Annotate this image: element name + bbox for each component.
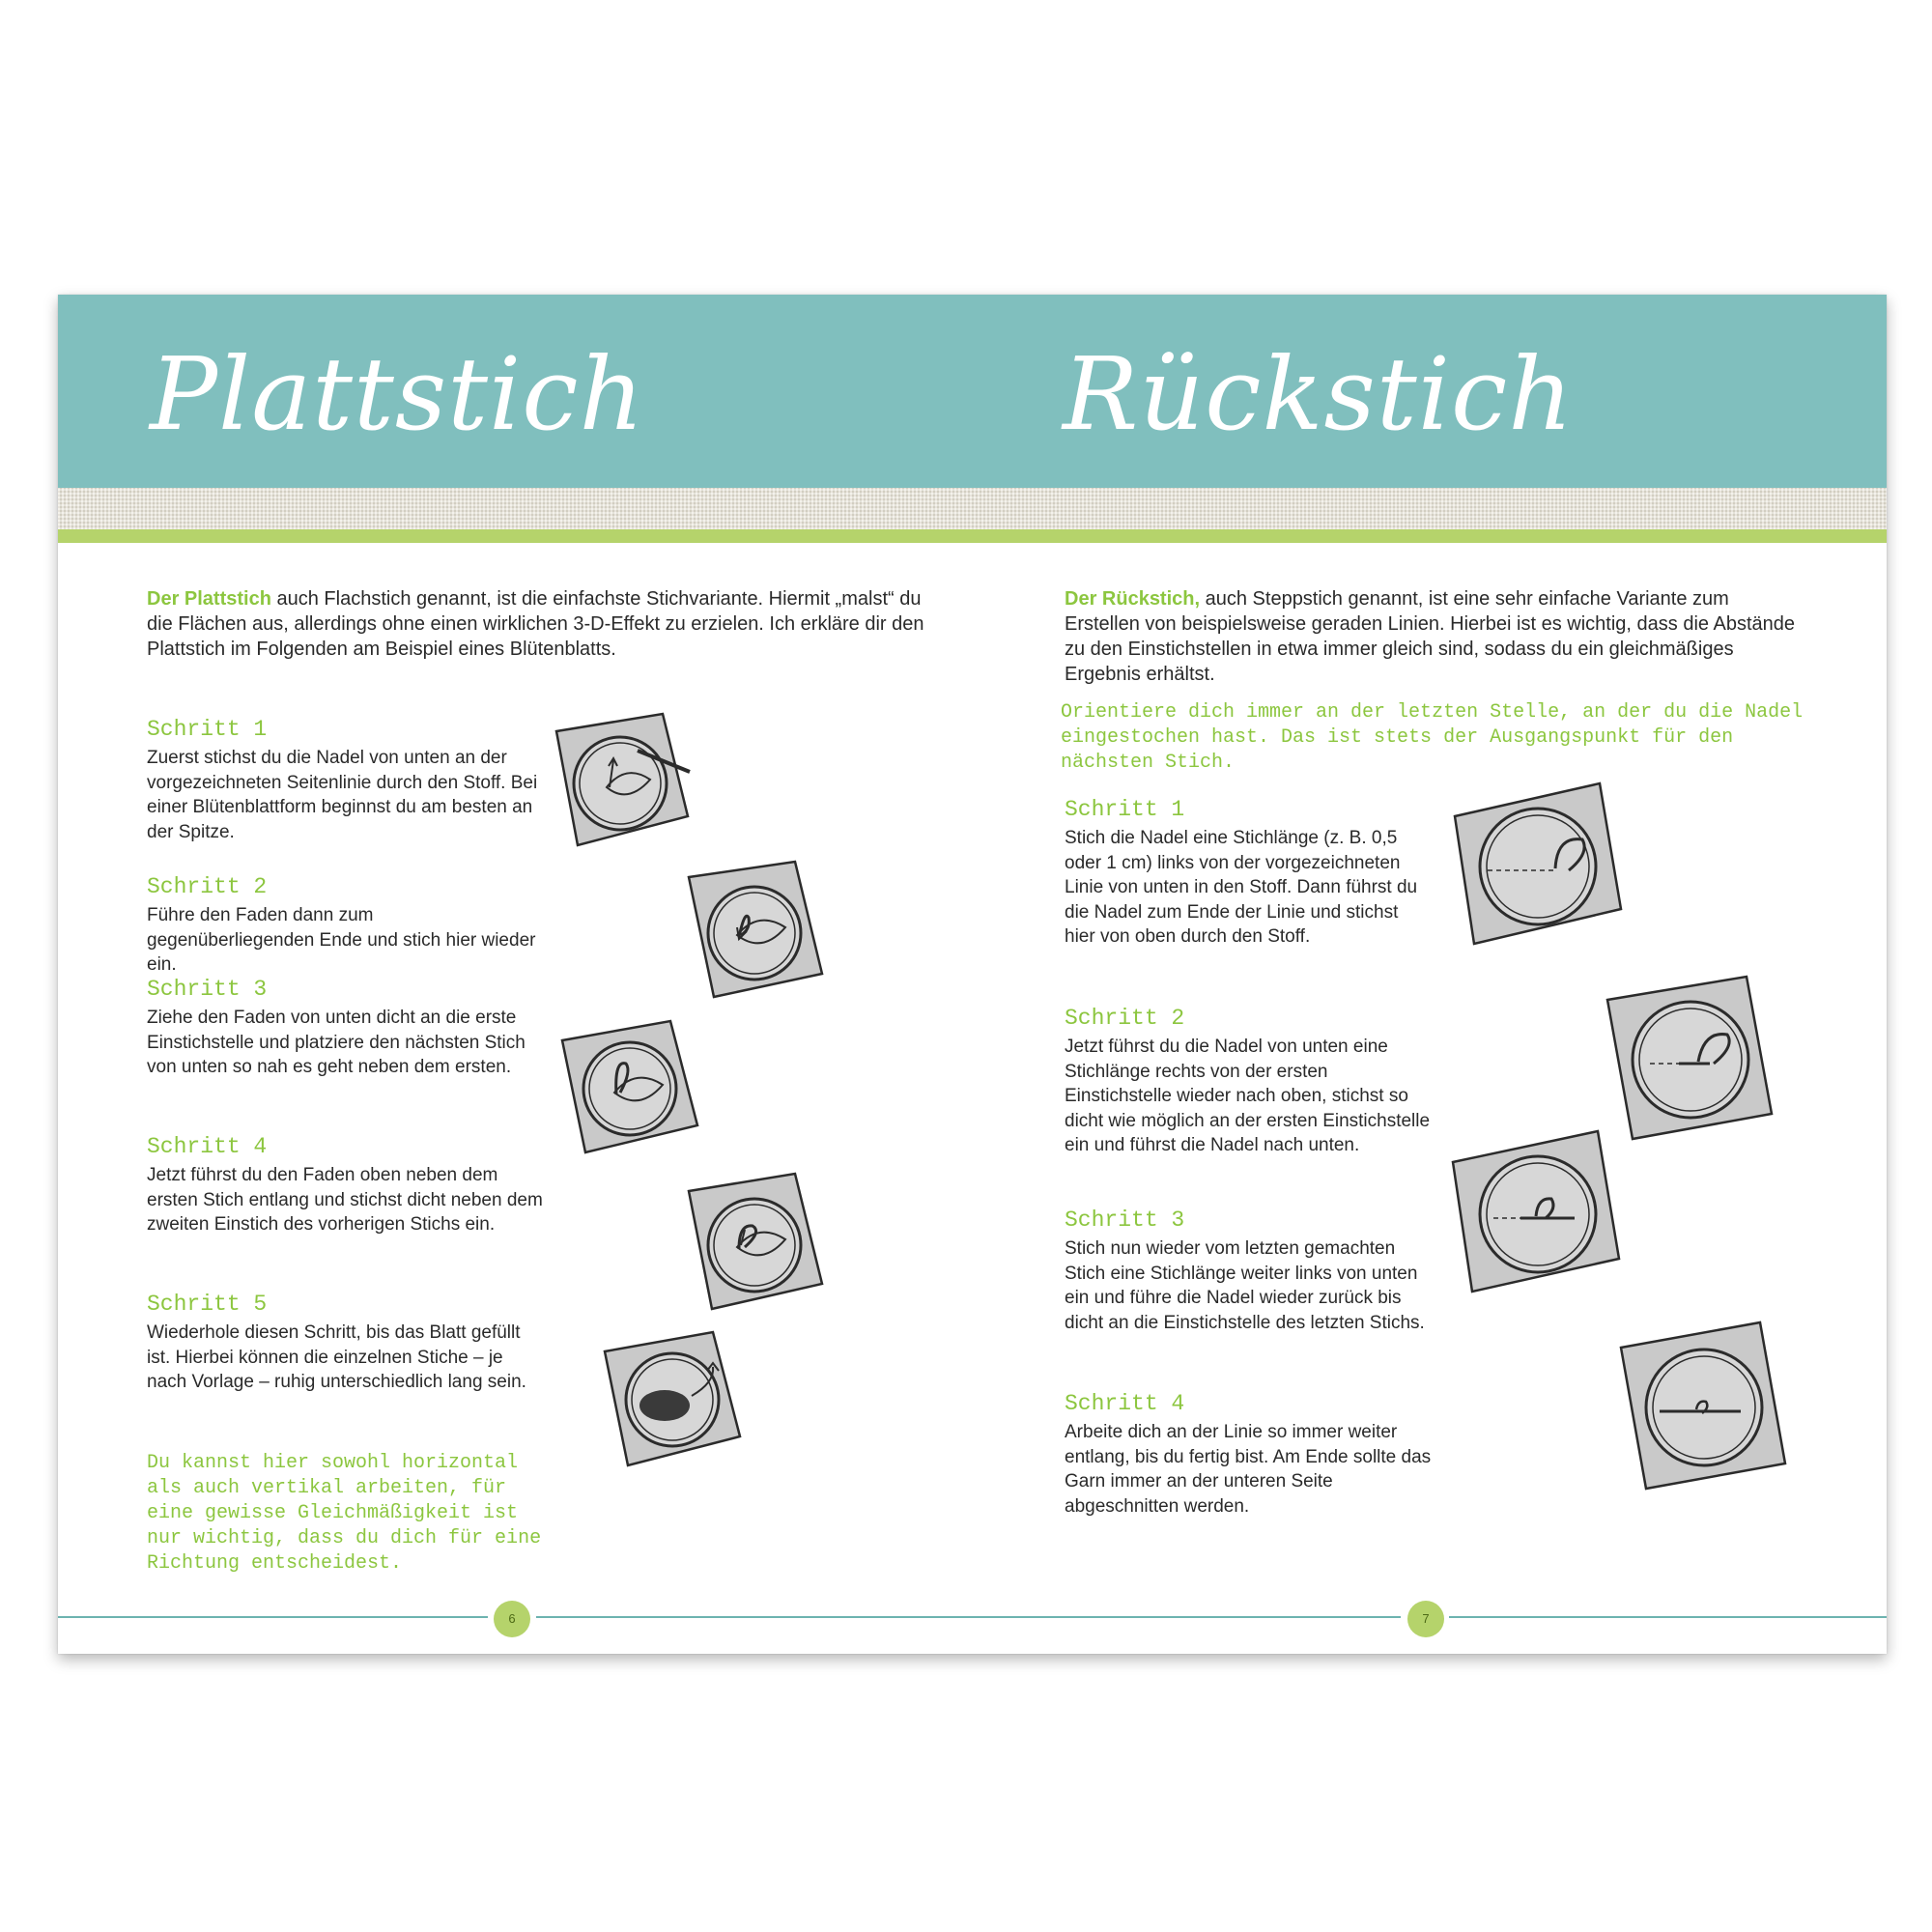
right-step-1-heading: Schritt 1	[1065, 797, 1185, 822]
page-title-right: Rückstich	[1063, 335, 1575, 453]
rueckstich-step-3-illustration	[1449, 1125, 1623, 1299]
header-band	[58, 295, 1887, 488]
footer-line-middle	[536, 1616, 1401, 1618]
right-note	[1061, 700, 1814, 776]
left-step-5	[147, 1292, 543, 1395]
left-step-3-text: Ziehe den Faden von unten dicht an die erste Einstichstelle und platziere den nächsten Stich von unten so nah es geht neben dem ersten.	[147, 1008, 526, 1077]
left-step-1-text: Zuerst stichst du die Nadel von unten an der vorgezeichneten Seitenlinie durch den Stoff. Bei einer Blütenblattform beginnst du am besten an der Spitze.	[147, 748, 538, 842]
right-step-2-text: Jetzt führst du die Nadel von unten eine Stichlänge rechts von der ersten Einstichstelle wieder nach oben, stichst so dicht wie möglich an der ersten Einstichstelle ein und führst die Nadel nach unten.	[1065, 1037, 1431, 1155]
left-step-3-heading: Schritt 3	[147, 977, 268, 1002]
right-intro-text: auch Steppstich genannt, ist eine sehr einfache Variante zum Erstellen von beispielsweise geraden Linien. Hierbei ist es wichtig, dass die Abstände zu den Einstichstellen in etwa immer gleich sind, sodass du ein gleichmäßiges Ergebnis erhältst.	[1065, 588, 1795, 685]
plattstich-step-1-illustration	[549, 710, 694, 855]
left-step-4	[147, 1134, 543, 1237]
footer-line-right	[1449, 1616, 1887, 1618]
right-step-4	[1065, 1391, 1432, 1519]
right-step-3-text: Stich nun wieder vom letzten gemachten Stich eine Stichlänge weiter links von unten ein und führe die Nadel wieder zurück bis dicht an die Einstichstelle des letzten Stichs.	[1065, 1238, 1425, 1333]
plattstich-step-2-illustration	[681, 860, 826, 1005]
right-intro-highlight: Der Rückstich,	[1065, 588, 1201, 610]
left-intro-paragraph	[147, 586, 949, 662]
left-step-1-heading: Schritt 1	[147, 717, 268, 742]
right-step-1-text: Stich die Nadel eine Stichlänge (z. B. 0,5 oder 1 cm) links von der vorgezeichneten Linie von unten in den Stoff. Dann führst du die Nadel zum Ende der Linie und stichst hier von oben durch den Stoff.	[1065, 828, 1418, 947]
page-number-left: 6	[494, 1601, 530, 1637]
right-step-2-heading: Schritt 2	[1065, 1006, 1185, 1031]
left-step-5-text: Wiederhole diesen Schritt, bis das Blatt gefüllt ist. Hierbei können die einzelnen Stiche – je nach Vorlage – ruhig unterschiedlich lang sein.	[147, 1322, 526, 1392]
plattstich-step-3-illustration	[558, 1017, 703, 1162]
left-step-2	[147, 874, 543, 978]
plattstich-step-5-illustration	[599, 1328, 753, 1473]
plattstich-step-4-illustration	[681, 1172, 826, 1317]
left-step-4-text: Jetzt führst du den Faden oben neben dem ersten Stich entlang und stichst dicht neben dem zweiten Einstich des vorherigen Stichs ein.	[147, 1165, 543, 1235]
footer-line-left	[58, 1616, 488, 1618]
right-step-3	[1065, 1208, 1432, 1335]
left-intro-text: auch Flachstich genannt, ist die einfachste Stichvariante. Hiermit „malst“ du die Flächen aus, allerdings ohne einen wirklichen 3-D-Effekt zu erzielen. Ich erkläre dir den Plattstich im Folgenden am Beispiel eines Blütenblatts.	[147, 588, 924, 660]
right-note-text: Orientiere dich immer an der letzten Stelle, an der du die Nadel eingestochen hast. Das ist stets der Ausgangspunkt für den nächsten Stich.	[1061, 701, 1804, 774]
left-step-2-text: Führe den Faden dann zum gegenüberliegenden Ende und stich hier wieder ein.	[147, 905, 536, 975]
left-step-3	[147, 977, 543, 1080]
left-intro-highlight: Der Plattstich	[147, 588, 271, 610]
green-divider-bar	[58, 529, 1887, 543]
right-step-3-heading: Schritt 3	[1065, 1208, 1185, 1233]
right-step-4-text: Arbeite dich an der Linie so immer weiter entlang, bis du fertig bist. Am Ende sollte das Garn immer an der unteren Seite abgeschnitten werden.	[1065, 1422, 1432, 1517]
linen-texture-strip	[58, 488, 1887, 529]
book-spread	[58, 295, 1887, 1654]
left-note	[147, 1451, 543, 1577]
left-step-4-heading: Schritt 4	[147, 1134, 268, 1159]
left-step-5-heading: Schritt 5	[147, 1292, 268, 1317]
page-title-left: Plattstich	[150, 335, 645, 453]
left-note-text: Du kannst hier sowohl horizontal als auch vertikal arbeiten, für eine gewisse Gleichmäßigkeit ist nur wichtig, dass du dich für eine Richtung entscheidest.	[147, 1452, 542, 1575]
left-step-2-heading: Schritt 2	[147, 874, 268, 899]
right-intro-paragraph	[1065, 586, 1808, 687]
right-intro	[1065, 586, 1808, 687]
page-number-right: 7	[1407, 1601, 1444, 1637]
left-step-1	[147, 717, 543, 844]
rueckstich-step-1-illustration	[1449, 778, 1623, 952]
right-step-1	[1065, 797, 1432, 950]
right-step-4-heading: Schritt 4	[1065, 1391, 1185, 1416]
rueckstich-step-4-illustration	[1615, 1319, 1789, 1492]
left-intro	[147, 586, 949, 662]
right-step-2	[1065, 1006, 1432, 1158]
rueckstich-step-2-illustration	[1602, 971, 1776, 1145]
